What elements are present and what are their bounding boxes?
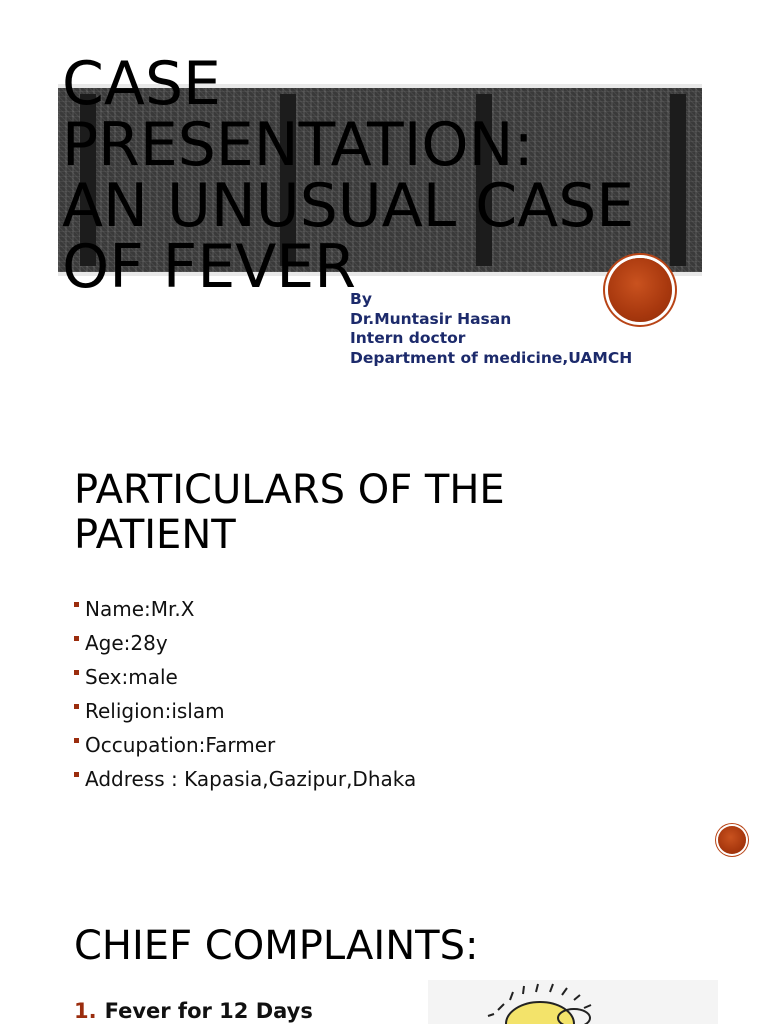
fever-illustration-image	[428, 980, 718, 1024]
bullet-square-icon	[74, 670, 79, 675]
bullet-square-icon	[74, 772, 79, 777]
list-item-number: 1.	[74, 999, 97, 1023]
list-item	[74, 626, 416, 660]
chief-complaints-heading: CHIEF COMPLAINTS:	[74, 923, 479, 969]
particulars-heading	[74, 468, 674, 558]
author-block	[350, 290, 632, 368]
title-line: CASE	[62, 49, 221, 119]
list-item-text: Occupation:Farmer	[85, 733, 276, 757]
particulars-list	[74, 592, 416, 796]
author-line: By	[350, 290, 372, 308]
bullet-square-icon	[74, 602, 79, 607]
list-item	[74, 996, 313, 1026]
heading-line: PATIENT	[74, 512, 236, 558]
title-line: AN UNUSUAL CASE	[62, 171, 635, 241]
list-item-text: Fever for 12 Days	[104, 999, 313, 1023]
list-item-text: Address : Kapasia,Gazipur,Dhaka	[85, 767, 417, 791]
sun-sketch-icon	[428, 980, 718, 1024]
list-item	[74, 694, 416, 728]
list-item	[74, 660, 416, 694]
list-item-text: Sex:male	[85, 665, 178, 689]
complaints-list	[74, 996, 313, 1026]
decorative-circle-icon	[718, 826, 746, 854]
list-item	[74, 592, 416, 626]
heading-line: PARTICULARS OF THE	[74, 467, 505, 513]
bullet-square-icon	[74, 704, 79, 709]
particulars-slide	[0, 400, 768, 860]
author-line: Intern doctor	[350, 329, 466, 347]
author-line: Department of medicine,UAMCH	[350, 348, 633, 367]
list-item	[74, 728, 416, 762]
author-line: Dr.Muntasir Hasan	[350, 309, 512, 328]
list-item-text: Religion:islam	[85, 699, 225, 723]
title-slide	[0, 0, 768, 395]
chief-complaints-slide	[0, 890, 768, 1024]
list-item	[74, 762, 416, 796]
bullet-square-icon	[74, 636, 79, 641]
list-item-text: Age:28y	[85, 631, 168, 655]
bullet-square-icon	[74, 738, 79, 743]
title-line: PRESENTATION:	[62, 110, 534, 180]
title-line: OF FEVER	[62, 232, 356, 302]
list-item-text: Name:Mr.X	[85, 597, 195, 621]
